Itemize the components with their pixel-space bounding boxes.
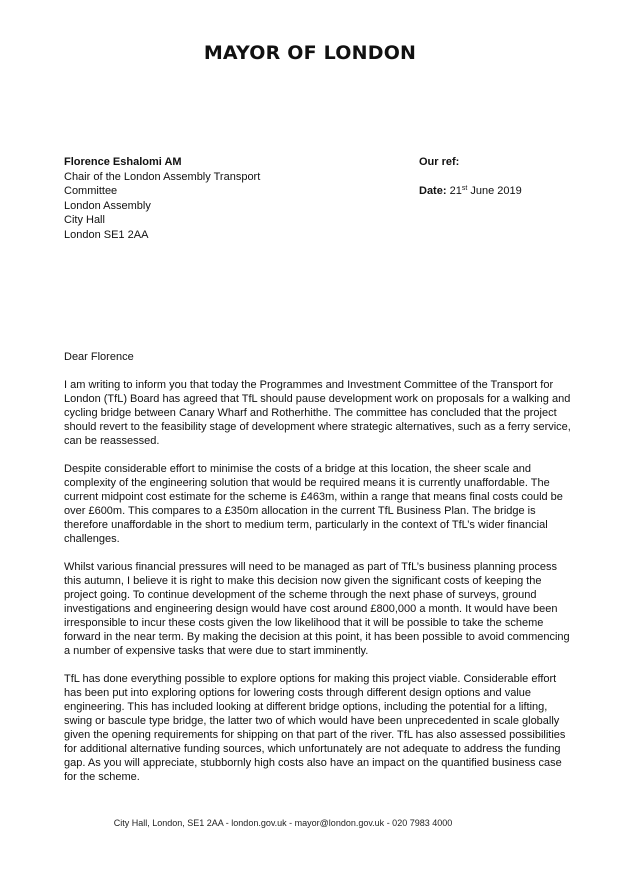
address-line: London Assembly — [64, 199, 151, 212]
address-line: London SE1 2AA — [64, 228, 149, 241]
address-line: City Hall — [64, 214, 105, 226]
address-line: Chair of the London Assembly Transport Committee — [64, 170, 261, 197]
paragraph: Despite considerable effort to minimise the costs of a bridge at this location, the sheer scale and complexity of the engineering solution that would be required means it is currently unaffordable. The current midpoint cost estimate for the scheme is £463m, within a range that means final costs could be over £600m. This compares to a £350m allocation in the current TfL Business Plan. The bridge is therefore unaffordable in the short to medium term, particularly in the context of TfL’s wider financial challenges. — [64, 463, 563, 545]
date-month-year: June 2019 — [470, 185, 522, 197]
paragraph: Whilst various financial pressures will need to be managed as part of TfL’s business planning process this autumn, I believe it is right to make this decision now given the significant costs of keeping the project going. To continue development of the scheme through the next phase of surveys, ground investigations and engineering design would have cost around £800,000 a month. It would have been irresponsible to incur these costs given the low likelihood that it will be possible to take the scheme forward in the near term. By making the decision at this point, it has been possible to avoid commencing a number of expensive tasks that were due to start imminently. — [64, 561, 570, 657]
recipient-name: Florence Eshalomi AM — [64, 156, 182, 168]
salutation: Dear Florence — [64, 351, 134, 363]
date-label: Date: — [419, 185, 447, 197]
our-ref-label: Our ref: — [419, 156, 460, 168]
recipient-address — [64, 155, 304, 242]
paragraph: TfL has done everything possible to explore options for making this project viable. Considerable effort has been put into exploring options for lowering costs through different design options and value engineering. This has included looking at different bridge options, including the potential for a lifting, swing or bascule type bridge, the latter two of which would have been unprecedented in scale globally given the opening requirements for shipping on that part of the river. TfL has also assessed possibilities for additional alternative funding sources, which unfortunately are not adequate to address the funding gap. As you will appreciate, stubbornly high costs also have an impact on the quantified business case for the scheme. — [64, 673, 566, 783]
letterhead-logo: MAYOR OF LONDON — [203, 42, 417, 64]
page-footer: City Hall, London, SE1 2AA - london.gov.uk - mayor@london.gov.uk - 020 7983 4000 — [113, 818, 453, 828]
date-suffix: st — [461, 185, 468, 192]
date-line — [419, 184, 579, 199]
date-day: 21 — [449, 185, 462, 197]
reference-block — [419, 155, 579, 199]
paragraph: I am writing to inform you that today the Programmes and Investment Committee of the Transport for London (TfL) Board has agreed that TfL should pause development work on proposals for a walking and cycling bridge between Canary Wharf and Rotherhithe. The committee has concluded that the project should revert to the feasibility stage of development where strategic alternatives, such as a ferry service, can be reassessed. — [64, 379, 571, 447]
letter-body — [64, 350, 576, 798]
